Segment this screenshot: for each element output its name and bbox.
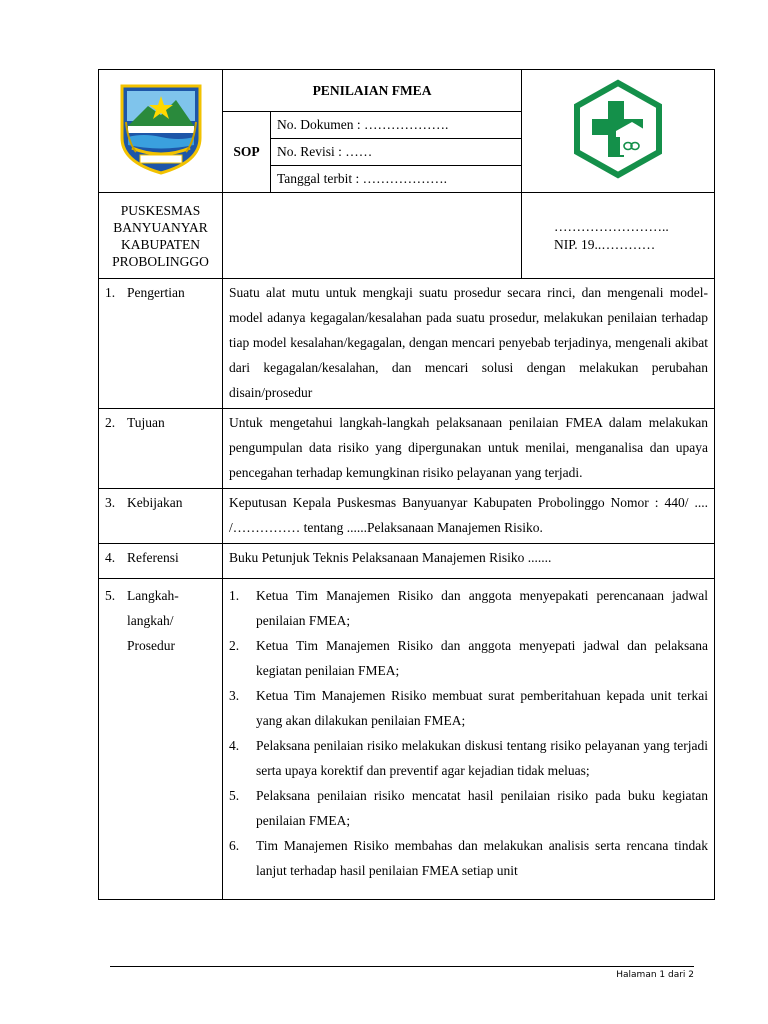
section-number: 5.	[105, 588, 116, 603]
section-label: Pengertian	[127, 285, 185, 300]
unit-name	[99, 193, 223, 279]
puskesmas-logo-icon	[568, 79, 668, 179]
section-label: Kebijakan	[127, 495, 183, 510]
section-text: Buku Petunjuk Teknis Pelaksanaan Manajemen Risiko .......	[223, 544, 715, 579]
signature-block	[522, 193, 715, 279]
unit-line: KABUPATEN	[120, 236, 201, 252]
section-tujuan	[99, 409, 715, 489]
regency-emblem-cell	[99, 70, 223, 193]
footer-rule	[110, 966, 694, 967]
revision-number: No. Revisi : ……	[271, 139, 522, 166]
section-number: 1.	[105, 285, 116, 300]
unit-line: PROBOLINGGO	[112, 253, 209, 269]
procedure-step: 2. Ketua Tim Manajemen Risiko dan anggota menyepati jadwal dan pelaksana kegiatan penilaian FMEA;	[229, 638, 708, 678]
procedure-step: 3. Ketua Tim Manajemen Risiko membuat surat pemberitahuan kepada unit terkai yang akan dilakukan penilaian FMEA;	[229, 688, 708, 728]
section-text: Untuk mengetahui langkah-langkah pelaksanaan penilaian FMEA dalam melakukan pengumpulan data risiko yang dipergunakan untuk menilai, menganalisa dan upaya pencegahan terhadap kemungkinan risiko pelayanan yang terjadi.	[223, 409, 715, 489]
sop-label: SOP	[223, 112, 271, 193]
nip-field: NIP. 19..…………	[554, 236, 656, 252]
sop-content-table	[98, 278, 715, 900]
section-label: Tujuan	[127, 415, 165, 430]
section-referensi	[99, 544, 715, 579]
procedure-step: 4. Pelaksana penilaian risiko melakukan diskusi tentang risiko pelayanan yang terjadi serta upaya korektif dan preventif agar kejadian tidak meluas;	[229, 738, 708, 778]
section-label: Referensi	[127, 550, 179, 565]
section-kebijakan	[99, 489, 715, 544]
regency-emblem-icon	[118, 82, 204, 176]
document-number: No. Dokumen : ……………….	[271, 112, 522, 139]
page-number: Halaman 1 dari 2	[616, 970, 694, 980]
label-line: langkah/	[127, 613, 174, 628]
unit-line: PUSKESMAS	[120, 202, 201, 218]
section-number: 2.	[105, 415, 116, 430]
procedure-step: 5. Pelaksana penilaian risiko mencatat hasil penilaian risiko pada buku kegiatan penilaian FMEA;	[229, 788, 708, 828]
section-prosedur	[99, 579, 715, 900]
section-pengertian	[99, 279, 715, 409]
document-title: PENILAIAN FMEA	[223, 70, 522, 112]
puskesmas-logo-cell	[522, 70, 715, 193]
label-line: Prosedur	[127, 638, 175, 653]
section-number: 3.	[105, 495, 116, 510]
procedure-steps	[229, 583, 708, 883]
section-number: 4.	[105, 550, 116, 565]
blank-cell	[223, 193, 522, 279]
sop-header-table	[98, 69, 715, 279]
unit-line: BANYUANYAR	[113, 219, 208, 235]
procedure-step: 1. Ketua Tim Manajemen Risiko dan anggota menyepakati perencanaan jadwal penilaian FMEA;	[229, 588, 708, 628]
label-line: Langkah-	[127, 588, 179, 603]
procedure-step: 6. Tim Manajemen Risiko membahas dan melakukan analisis serta rencana tindak lanjut terhadap hasil penilaian FMEA setiap unit	[229, 838, 708, 878]
issue-date: Tanggal terbit : ……………….	[271, 166, 522, 193]
section-text: Suatu alat mutu untuk mengkaji suatu prosedur secara rinci, dan mengenali model-model adanya kegagalan/kesalahan pada suatu prosedur, melakukan penilaian terhadap tiap model kesalahan/kegagalan, dengan mencari penyebab terjadinya, mengenali akibat dari kegagalan/kesalahan, dan mencari solusi dengan melakukan perubahan disain/prosedur	[223, 279, 715, 409]
section-text: Keputusan Kepala Puskesmas Banyuanyar Kabupaten Probolinggo Nomor : 440/ .... /…………… tentang ......Pelaksanaan Manajemen Risiko.	[223, 489, 715, 544]
sop-document	[98, 69, 714, 900]
signature-line: ……………………..	[554, 218, 669, 234]
section-label	[127, 583, 179, 658]
